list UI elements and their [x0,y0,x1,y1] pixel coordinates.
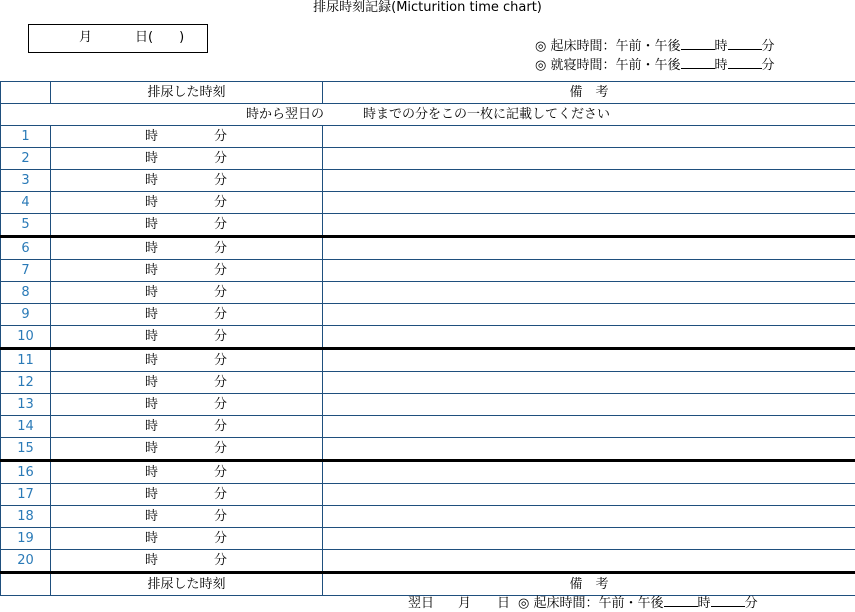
minute-label: 分 [214,465,227,480]
date-box[interactable] [28,24,208,53]
header-remarks: 備 考 [323,82,855,104]
table-row [1,550,855,573]
remarks-cell[interactable] [323,438,855,461]
hour-label: 時 [145,241,158,256]
time-entry-cell[interactable] [51,349,323,372]
footer-wake-label: 起床時間：午前・午後 [534,596,664,612]
row-number: 10 [1,326,51,349]
footer-day: 日 [497,596,510,612]
remarks-cell[interactable] [323,550,855,573]
row-number: 13 [1,394,51,416]
row-number: 2 [1,148,51,170]
table-row [1,528,855,550]
row-number: 7 [1,260,51,282]
sleep-hour-blank[interactable] [681,57,715,69]
micturition-table [0,81,855,596]
remarks-cell[interactable] [323,237,855,260]
row-number: 8 [1,282,51,304]
hour-label: 時 [145,375,158,390]
remarks-cell[interactable] [323,416,855,438]
wake-minute-unit: 分 [762,39,775,54]
table-footer-row [1,573,855,596]
table-row [1,304,855,326]
wake-hour-unit: 時 [715,39,728,54]
row-number: 11 [1,349,51,372]
table-row [1,237,855,260]
table-row [1,192,855,214]
time-entry-cell[interactable] [51,461,323,484]
row-number: 4 [1,192,51,214]
time-entry-cell[interactable] [51,528,323,550]
time-entry-cell[interactable] [51,372,323,394]
table-row [1,461,855,484]
table-row [1,326,855,349]
minute-label: 分 [214,509,227,524]
table-row [1,416,855,438]
hour-label: 時 [145,129,158,144]
time-entry-cell[interactable] [51,394,323,416]
double-circle-icon: ◎ [535,58,546,73]
hour-label: 時 [145,397,158,412]
hour-label: 時 [145,419,158,434]
remarks-cell[interactable] [323,214,855,237]
time-entry-cell[interactable] [51,550,323,573]
row-number: 19 [1,528,51,550]
hour-label: 時 [145,353,158,368]
row-number: 15 [1,438,51,461]
row-number: 9 [1,304,51,326]
remarks-cell[interactable] [323,282,855,304]
minute-label: 分 [214,487,227,502]
remarks-cell[interactable] [323,304,855,326]
minute-label: 分 [214,151,227,166]
time-entry-cell[interactable] [51,304,323,326]
hour-label: 時 [145,217,158,232]
time-entry-cell[interactable] [51,192,323,214]
minute-label: 分 [214,441,227,456]
table-row [1,349,855,372]
minute-label: 分 [214,353,227,368]
hour-label: 時 [145,307,158,322]
table-row [1,170,855,192]
remarks-cell[interactable] [323,484,855,506]
table-header-row [1,82,855,104]
minute-label: 分 [214,241,227,256]
remarks-cell[interactable] [323,148,855,170]
minute-label: 分 [214,173,227,188]
row-number: 3 [1,170,51,192]
remarks-cell[interactable] [323,394,855,416]
footer-next-day: 翌日 [408,596,434,612]
remarks-cell[interactable] [323,326,855,349]
time-entry-cell[interactable] [51,126,323,148]
hour-label: 時 [145,465,158,480]
remarks-cell[interactable] [323,372,855,394]
hour-label: 時 [145,553,158,568]
hour-label: 時 [145,263,158,278]
minute-label: 分 [214,285,227,300]
remarks-cell[interactable] [323,126,855,148]
minute-label: 分 [214,263,227,278]
hour-label: 時 [145,441,158,456]
time-entry-cell[interactable] [51,326,323,349]
table-row [1,260,855,282]
time-entry-cell[interactable] [51,484,323,506]
hour-label: 時 [145,195,158,210]
time-entry-cell[interactable] [51,506,323,528]
wake-time-label: 起床時間：午前・午後 [550,39,680,54]
row-number: 17 [1,484,51,506]
minute-label: 分 [214,375,227,390]
time-entry-cell[interactable] [51,170,323,192]
time-entry-cell[interactable] [51,438,323,461]
table-row [1,394,855,416]
hour-label: 時 [145,329,158,344]
remarks-cell[interactable] [323,192,855,214]
wake-time-note [535,38,775,55]
footer-wake-note [408,595,758,612]
wake-minute-blank[interactable] [728,38,762,50]
double-circle-icon: ◎ [535,39,546,54]
row-number: 18 [1,506,51,528]
remarks-cell[interactable] [323,260,855,282]
minute-label: 分 [214,419,227,434]
minute-label: 分 [214,397,227,412]
double-circle-icon: ◎ [518,596,529,612]
remarks-cell[interactable] [323,461,855,484]
minute-label: 分 [214,553,227,568]
row-number: 14 [1,416,51,438]
remarks-cell[interactable] [323,170,855,192]
table-row [1,372,855,394]
time-entry-cell[interactable] [51,282,323,304]
minute-label: 分 [214,195,227,210]
instruction-row [1,104,855,126]
hour-label: 時 [145,173,158,188]
sleep-time-label: 就寝時間：午前・午後 [550,58,680,73]
wake-hour-blank[interactable] [681,38,715,50]
time-entry-cell[interactable] [51,416,323,438]
table-row [1,484,855,506]
hour-label: 時 [145,509,158,524]
sleep-time-note [535,57,775,74]
time-entry-cell[interactable] [51,214,323,237]
minute-label: 分 [214,217,227,232]
hour-label: 時 [145,487,158,502]
row-number: 12 [1,372,51,394]
month-label: 月 [79,30,92,46]
hour-label: 時 [145,151,158,166]
instruction-text: 時から翌日の 時までの分をこの一枚に記載してください [1,104,855,126]
row-number: 5 [1,214,51,237]
footer-hour-unit: 時 [698,596,711,612]
footer-header-remarks: 備 考 [323,573,855,596]
footer-minute-blank[interactable] [711,595,745,607]
footer-header-time: 排尿した時刻 [51,573,323,596]
day-label: 日( ) [135,30,184,46]
minute-label: 分 [214,531,227,546]
time-entry-cell[interactable] [51,148,323,170]
sleep-minute-unit: 分 [762,58,775,73]
time-entry-cell[interactable] [51,237,323,260]
footer-month: 月 [458,596,471,612]
row-number: 6 [1,237,51,260]
row-number: 1 [1,126,51,148]
hour-label: 時 [145,285,158,300]
sleep-minute-blank[interactable] [728,57,762,69]
hour-label: 時 [145,531,158,546]
minute-label: 分 [214,307,227,322]
row-number: 20 [1,550,51,573]
footer-minute-unit: 分 [745,596,758,612]
table-row [1,148,855,170]
table-row [1,214,855,237]
page-title: 排尿時刻記録(Micturition time chart) [0,0,855,16]
footer-hour-blank[interactable] [664,595,698,607]
row-number: 16 [1,461,51,484]
footer-blank-cell [1,573,51,596]
sleep-hour-unit: 時 [715,58,728,73]
time-entry-cell[interactable] [51,260,323,282]
table-row [1,438,855,461]
header-time: 排尿した時刻 [51,82,323,104]
table-row [1,282,855,304]
table-row [1,126,855,148]
header-blank-cell [1,82,51,104]
table-row [1,506,855,528]
remarks-cell[interactable] [323,506,855,528]
remarks-cell[interactable] [323,528,855,550]
remarks-cell[interactable] [323,349,855,372]
minute-label: 分 [214,129,227,144]
minute-label: 分 [214,329,227,344]
